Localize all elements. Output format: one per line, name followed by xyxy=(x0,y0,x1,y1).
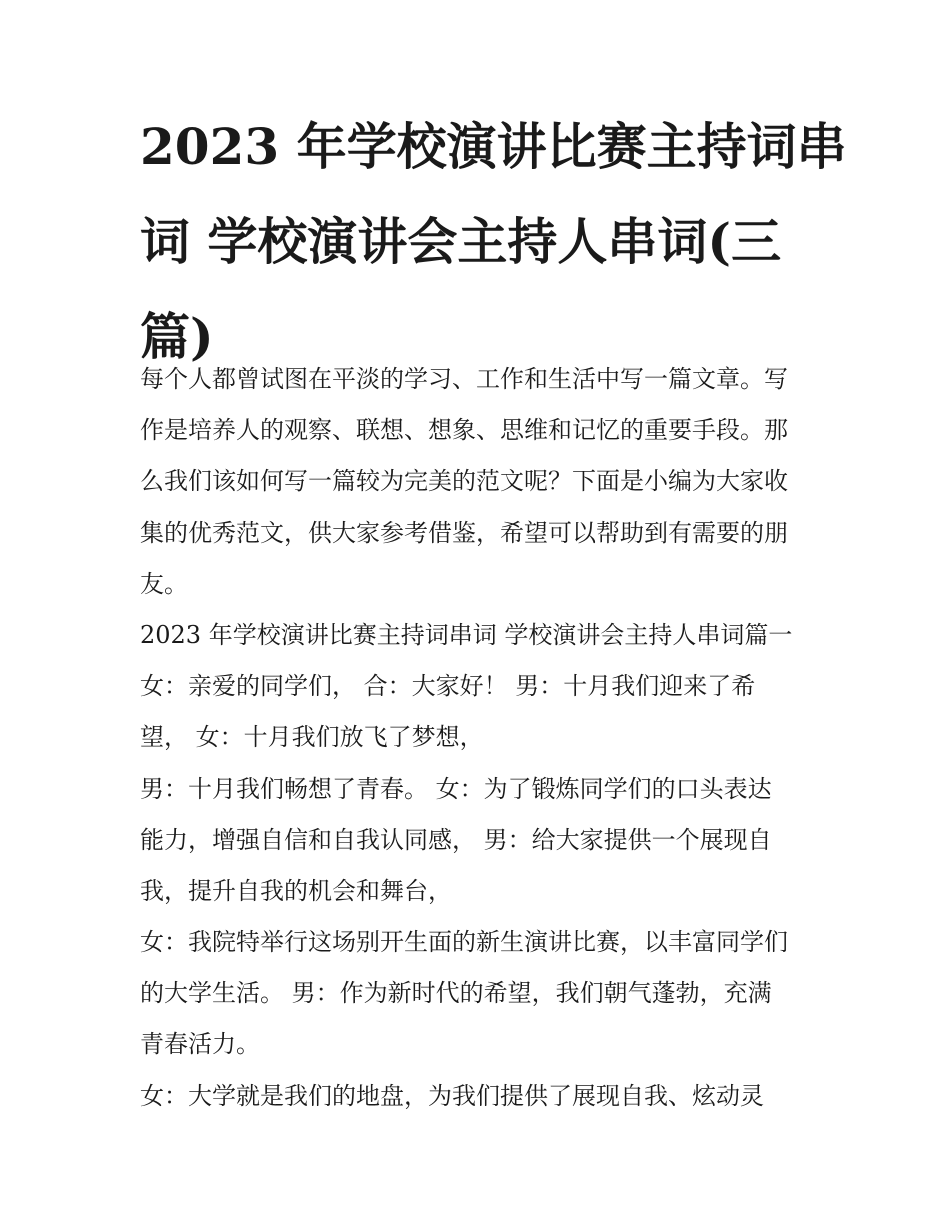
body-line: 作是培养人的观察、联想、想象、思维和记忆的重要手段。那 xyxy=(140,416,788,445)
body-line: 集的优秀范文，供大家参考借鉴，希望可以帮助到有需要的朋 xyxy=(140,518,788,547)
section-heading: 2023 年学校演讲比赛主持词串词 学校演讲会主持人串词篇一 xyxy=(140,620,793,649)
body-line: 青春活力。 xyxy=(140,1030,260,1059)
title-line: 2023 年学校演讲比赛主持词串 xyxy=(140,117,847,176)
body-line: 女：亲爱的同学们， 合：大家好！ 男：十月我们迎来了希 xyxy=(140,672,756,701)
document-title xyxy=(140,112,847,397)
body-line: 女：我院特举行这场别开生面的新生演讲比赛，以丰富同学们 xyxy=(140,928,788,957)
body-line: 我，提升自我的机会和舞台， xyxy=(140,876,452,905)
title-line: 词 学校演讲会主持人串词(三 xyxy=(140,212,782,271)
body-line: 女：大学就是我们的地盘，为我们提供了展现自我、炫动灵 xyxy=(140,1081,764,1110)
body-line: 男：十月我们畅想了青春。 女：为了锻炼同学们的口头表达 xyxy=(140,774,772,803)
body-line: 能力，增强自信和自我认同感， 男：给大家提供一个展现自 xyxy=(140,825,772,854)
body-line: 友。 xyxy=(140,569,188,598)
document-body xyxy=(140,358,820,1126)
body-line: 每个人都曾试图在平淡的学习、工作和生活中写一篇文章。写 xyxy=(140,365,788,393)
body-line: 的大学生活。 男：作为新时代的希望，我们朝气蓬勃，充满 xyxy=(140,979,772,1008)
body-line: 么我们该如何写一篇较为完美的范文呢？下面是小编为大家收 xyxy=(140,467,788,496)
title-line: 篇) xyxy=(140,307,214,366)
body-line: 望， 女：十月我们放飞了梦想， xyxy=(140,723,484,752)
